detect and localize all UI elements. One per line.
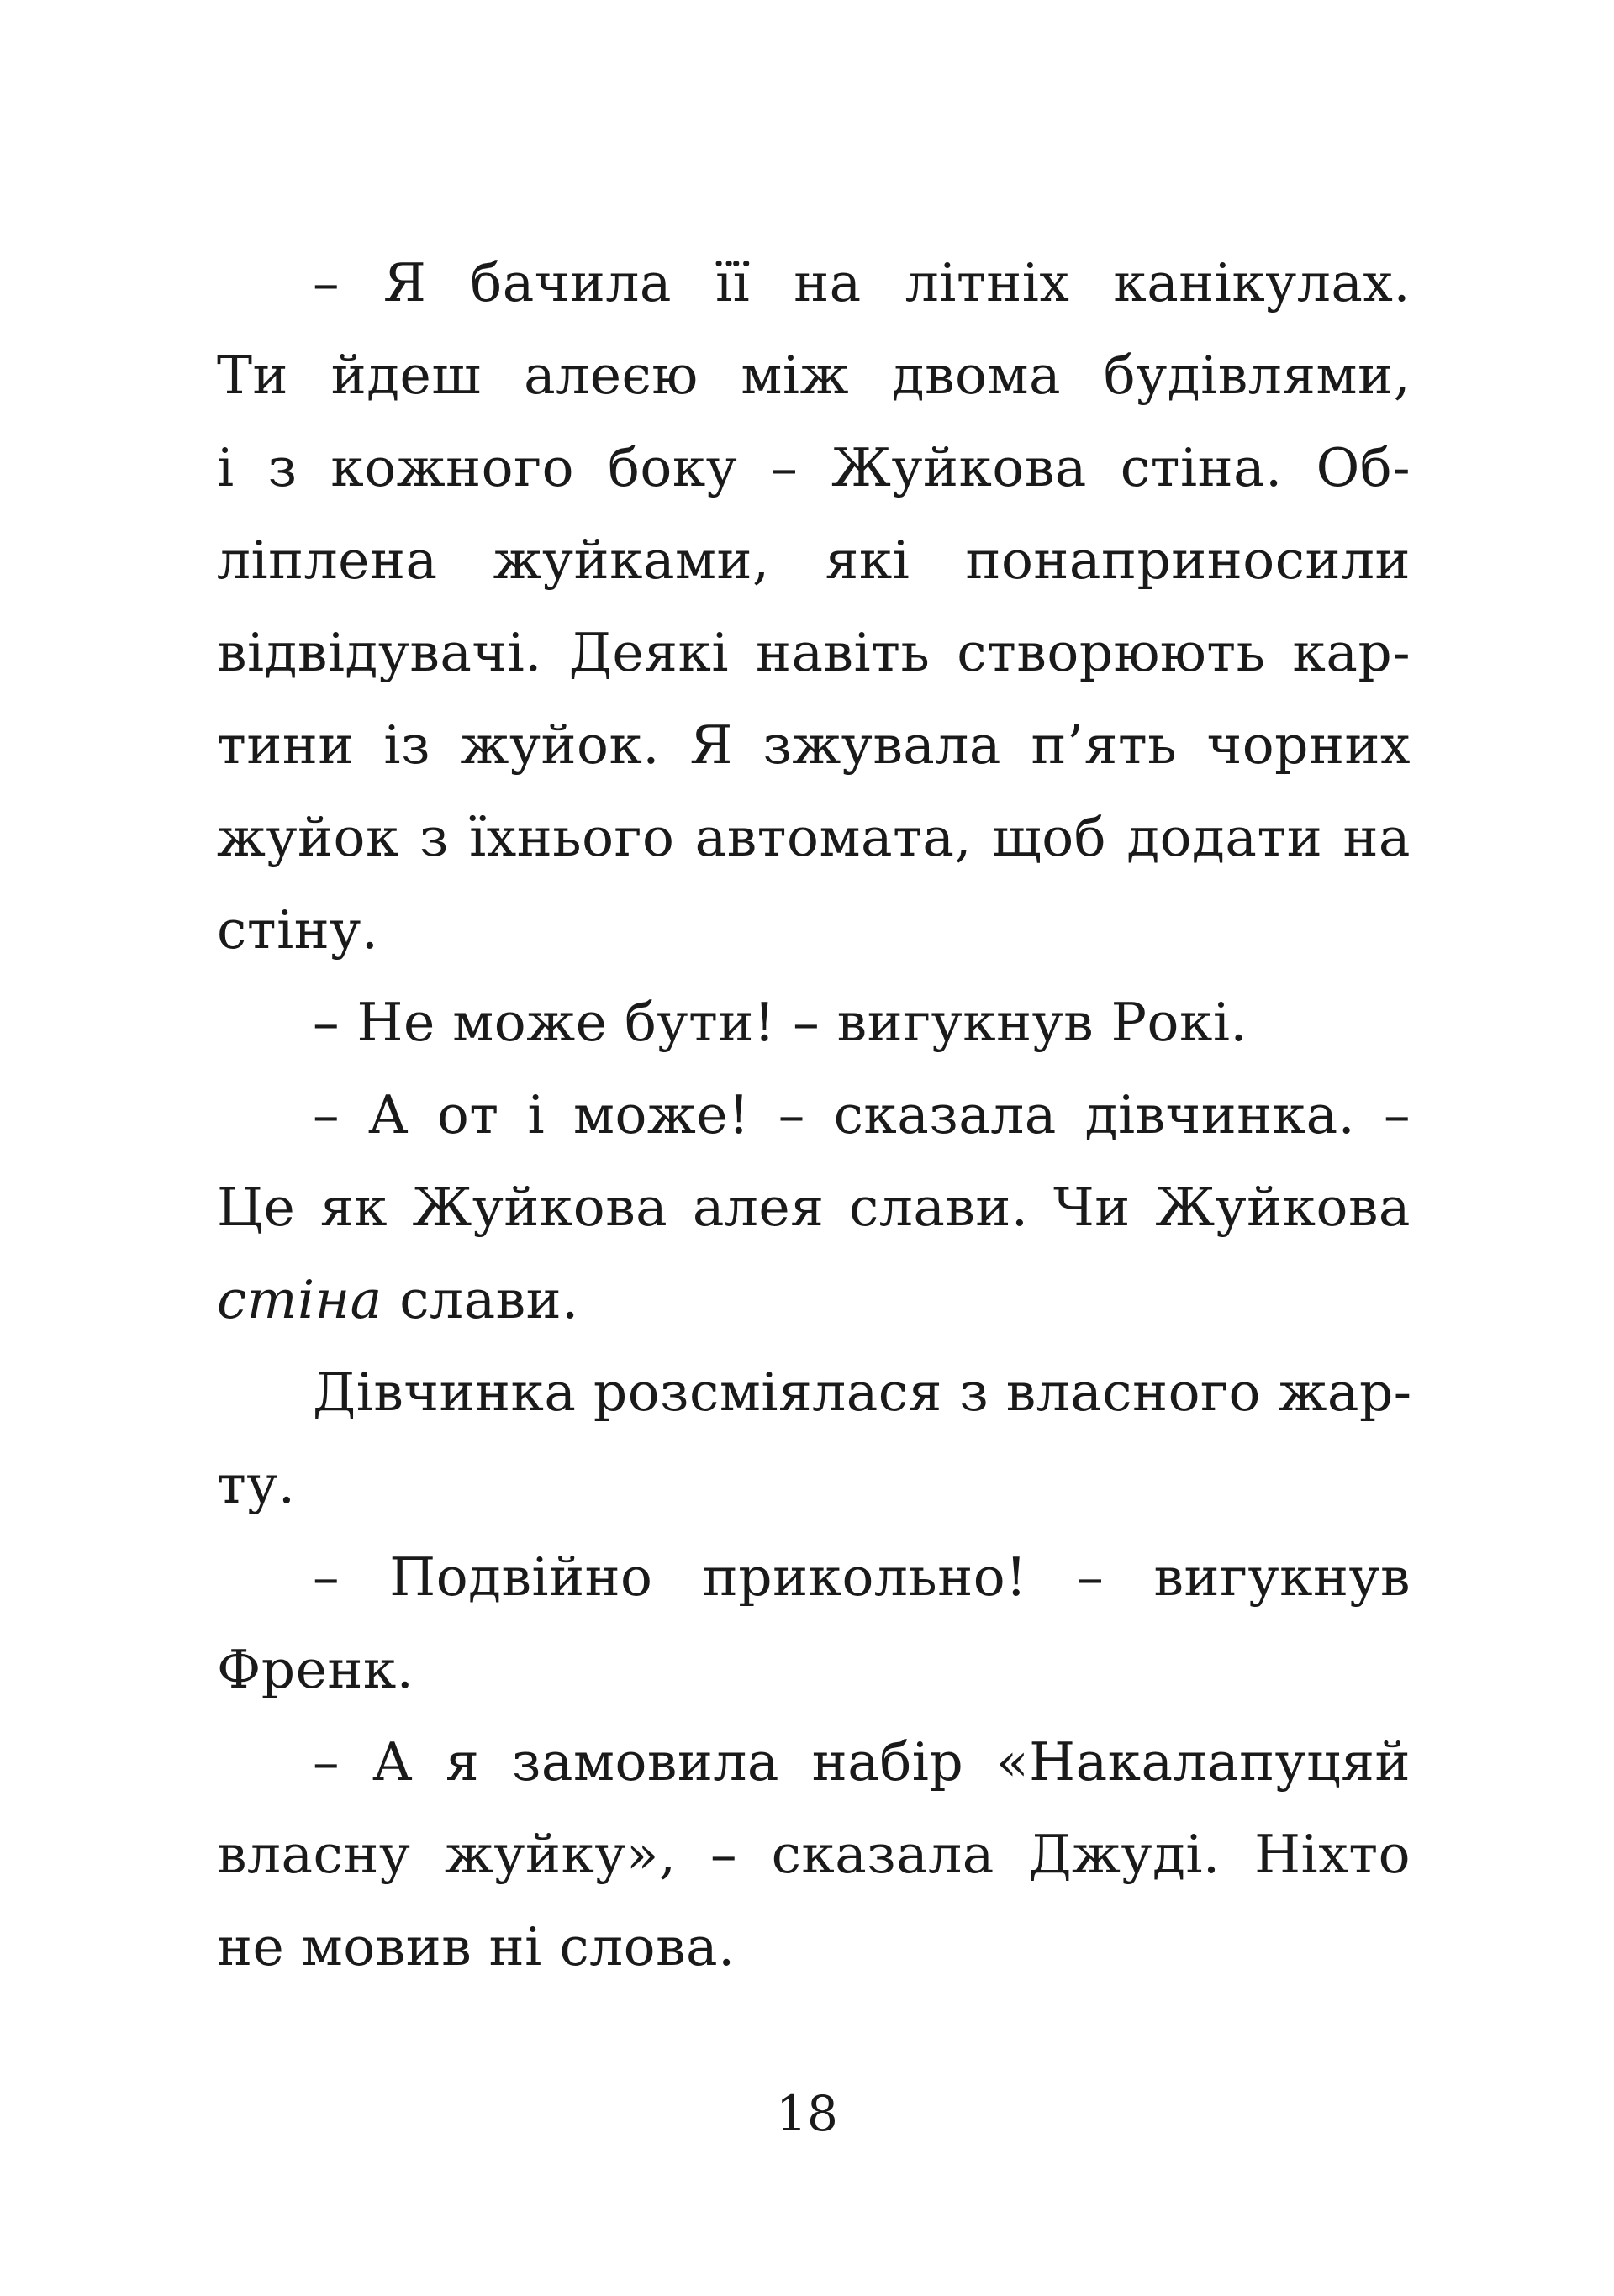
text-line: Ти йдеш алеєю між двома будівлями,: [217, 345, 1411, 406]
page-number: 18: [776, 2085, 838, 2142]
text-line: [217, 1254, 1411, 1346]
text-line: ту.: [217, 1454, 296, 1515]
text-line: – Я бачила її на літніх канікулах.: [313, 252, 1411, 313]
text-line: Дівчинка розсміялася з власного жар-: [313, 1361, 1412, 1423]
text-line: власну жуйку», – сказала Джуді. Ніхто: [217, 1824, 1411, 1885]
text-line: тини із жуйок. Я зжувала п’ять чорних: [217, 714, 1411, 776]
text-line: жуйок з їхнього автомата, щоб додати на: [217, 807, 1411, 868]
text-line: – А от і може! – сказала дівчинка. –: [313, 1084, 1411, 1145]
text-line: стіну.: [217, 899, 379, 961]
text-line: – Не може бути! – вигукнув Рокі.: [313, 992, 1248, 1053]
text-line: – А я замовила набір «Накалапуцяй: [313, 1731, 1411, 1793]
text-line: ліплена жуйками, які понаприносили: [217, 529, 1411, 591]
text-line: Це як Жуйкова алея слави. Чи Жуйкова: [217, 1177, 1411, 1238]
text-line: – Подвійно прикольно! – вигукнув: [313, 1546, 1411, 1608]
text-line: відвідувачі. Деякі навіть створюють кар-: [217, 622, 1411, 683]
text-line: Френк.: [217, 1639, 414, 1700]
text-line: і з кожного боку – Жуйкова стіна. Об-: [217, 437, 1411, 498]
emphasized-word: стіна: [217, 1269, 382, 1330]
text-line: не мовив ні слова.: [217, 1916, 736, 1977]
text-fragment: слави.: [382, 1269, 579, 1330]
